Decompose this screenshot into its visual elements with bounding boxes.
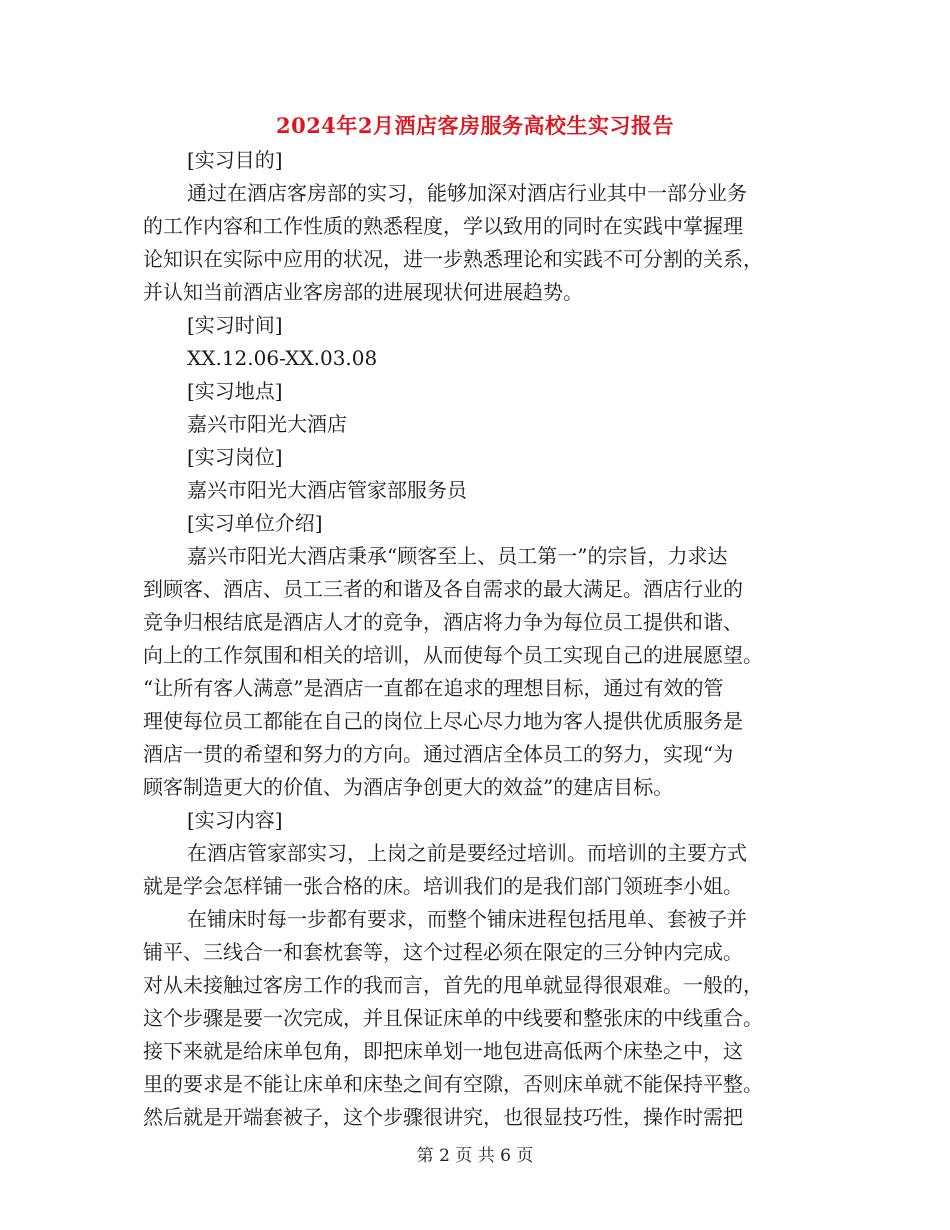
text-line: [实习内容] [187,808,283,832]
text-line: [实习目的] [187,148,283,172]
text-line: 对从未接触过客房工作的我而言，首先的甩单就显得很艰难。一般的， [143,973,763,997]
text-line: 里的要求是不能让床单和床垫之间有空隙，否则床单就不能保持平整。 [143,1072,763,1096]
text-line: 接下来就是给床单包角，即把床单划一地包进高低两个床垫之中，这 [143,1039,743,1063]
text-line: XX.12.06-XX.03.08 [187,346,378,370]
text-line: “让所有客人满意”是酒店一直都在追求的理想目标，通过有效的管 [143,676,724,700]
text-line: 在铺床时每一步都有要求，而整个铺床进程包括甩单、套被子并 [187,907,747,931]
text-line: 在酒店管家部实习，上岗之前是要经过培训。而培训的主要方式 [187,841,747,865]
text-line: [实习时间] [187,313,283,337]
text-line: 向上的工作氛围和相关的培训，从而使每个员工实现自己的进展愿望。 [143,643,763,667]
text-line: [实习单位介绍] [187,511,323,535]
text-line: [实习岗位] [187,445,283,469]
text-line: 竞争归根结底是酒店人才的竞争，酒店将力争为每位员工提供和谐、 [143,610,743,634]
document-page [143,108,807,1134]
text-line: 论知识在实际中应用的状况，进一步熟悉理论和实践不可分割的关系， [143,247,763,271]
page-footer: 第 2 页 共 6 页 [416,1146,534,1166]
text-line: 然后就是开端套被子，这个步骤很讲究，也很显技巧性，操作时需把 [143,1105,743,1129]
text-line: 顾客制造更大的价值、为酒店争创更大的效益”的建店目标。 [143,775,674,799]
text-line: 的工作内容和工作性质的熟悉程度，学以致用的同时在实践中掌握理 [143,214,743,238]
text-line: 嘉兴市阳光大酒店 [187,412,347,436]
document-title: 2024年2月酒店客房服务高校生实习报告 [275,113,675,138]
text-line: 铺平、三线合一和套枕套等，这个过程必须在限定的三分钟内完成。 [143,940,743,964]
text-line: 就是学会怎样铺一张合格的床。培训我们的是我们部门领班李小姐。 [143,874,743,898]
text-line: 并认知当前酒店业客房部的进展现状何进展趋势。 [143,280,583,304]
document-body [143,144,807,1134]
text-line: 酒店一贯的希望和努力的方向。通过酒店全体员工的努力，实现“为 [143,742,734,766]
text-line: 到顾客、酒店、员工三者的和谐及各自需求的最大满足。酒店行业的 [143,577,743,601]
text-line: 这个步骤是要一次完成，并且保证床单的中线要和整张床的中线重合。 [143,1006,763,1030]
text-line: 嘉兴市阳光大酒店管家部服务员 [187,478,467,502]
text-line: 理使每位员工都能在自己的岗位上尽心尽力地为客人提供优质服务是 [143,709,743,733]
text-line: [实习地点] [187,379,283,403]
text-line: 通过在酒店客房部的实习，能够加深对酒店行业其中一部分业务 [187,181,747,205]
text-line: 嘉兴市阳光大酒店秉承“顾客至上、员工第一”的宗旨，力求达 [187,544,728,568]
